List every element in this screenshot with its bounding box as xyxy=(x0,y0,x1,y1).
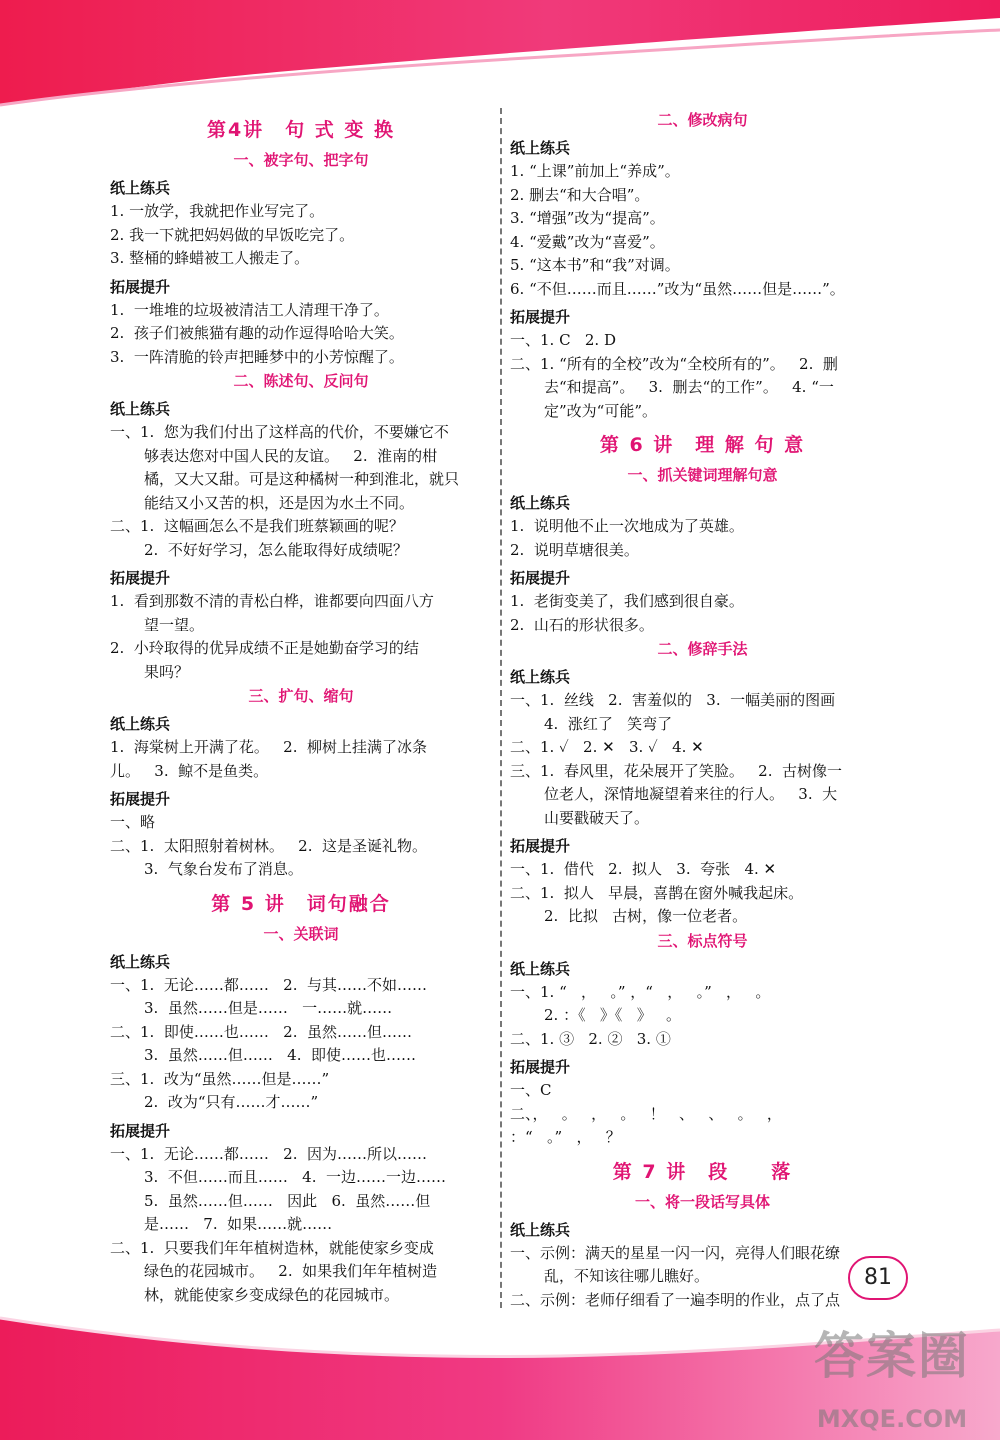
answer-line: 一、示例：满天的星星一闪一闪，亮得人们眼花缭 xyxy=(510,1243,841,1262)
subheading: 纸上练兵 xyxy=(110,952,171,971)
answer-line: 1. 说明他不止一次地成为了英雄。 xyxy=(510,517,744,535)
subheading: 纸上练兵 xyxy=(510,959,571,978)
answer-line: 一、1. 借代 2. 拟人 3. 夸张 4. ✕ xyxy=(510,860,777,878)
watermark-url: MXQE.COM xyxy=(816,1405,968,1433)
answer-line: 一、1. 无论……都…… 2. 与其……不如…… xyxy=(110,975,428,994)
answer-line: 定”改为“可能”。 xyxy=(544,401,658,420)
answer-line: 二、1. 拟人 早晨，喜鹊在窗外喊我起床。 xyxy=(510,883,804,902)
answer-line: 3. 整桶的蜂蜡被工人搬走了。 xyxy=(110,249,310,267)
answer-line: 二、1. “所有的全校”改为“全校所有的”。 2. 删 xyxy=(510,354,838,373)
subheading: 拓展提升 xyxy=(510,308,571,326)
answer-line: 2. 改为“只有……才……” xyxy=(144,1093,319,1111)
subheading: 纸上练兵 xyxy=(510,139,571,157)
section-heading: 三、标点符号 xyxy=(657,931,748,950)
answer-line: 4. “爱戴”改为“喜爱”。 xyxy=(510,232,665,251)
answer-line: 4. 涨红了 笑弯了 xyxy=(544,714,673,733)
answer-line: 2. 说明草塘很美。 xyxy=(510,540,639,559)
subheading: 纸上练兵 xyxy=(110,400,171,418)
answer-line: 2. 孩子们被熊猫有趣的动作逗得哈哈大笑。 xyxy=(110,324,404,342)
answer-line: 二、示例：老师仔细看了一遍李明的作业，点了点 xyxy=(510,1290,841,1309)
answer-line: 6. “不但……而且……”改为“虽然……但是……”。 xyxy=(510,279,845,298)
subheading: 拓展提升 xyxy=(510,1058,571,1076)
subheading: 纸上练兵 xyxy=(510,494,571,512)
answer-line: 能结又小又苦的枳，还是因为水土不同。 xyxy=(144,493,415,512)
watermark xyxy=(788,1306,996,1436)
subheading: 拓展提升 xyxy=(110,569,171,587)
answer-line: 2. ：《 》《 》 。 xyxy=(544,1006,681,1024)
lecture-title: 第4讲 句 式 变 换 xyxy=(206,119,396,141)
answer-line: 山要戳破天了。 xyxy=(544,808,650,827)
answer-line: 一、1. 丝线 2. 害羞似的 3. 一幅美丽的图画 xyxy=(510,691,836,709)
section-heading: 一、将一段话写具体 xyxy=(634,1192,770,1211)
top-decorative-band xyxy=(0,0,1000,110)
answer-line: 橘，又大又甜。可是这种橘树一种到淮北，就只 xyxy=(144,470,460,488)
answer-line: 够表达您对中国人民的友谊。 2. 淮南的柑 xyxy=(144,446,438,465)
subheading: 纸上练兵 xyxy=(110,179,171,197)
answer-line: 1. 海棠树上开满了花。 2. 柳树上挂满了冰条 xyxy=(110,738,428,756)
section-heading: 二、修辞手法 xyxy=(657,640,748,658)
answer-line: 2. 我一下就把妈妈做的早饭吃完了。 xyxy=(110,225,355,244)
answer-line: 2. 删去“和大合唱”。 xyxy=(510,185,650,204)
lecture-title: 第 7 讲 段 落 xyxy=(612,1160,793,1183)
subheading: 拓展提升 xyxy=(110,1121,171,1140)
section-heading: 一、关联词 xyxy=(263,924,339,943)
answer-line: 二、1. ③ 2. ② 3. ① xyxy=(510,1029,671,1048)
lecture-title: 第 5 讲 词句融合 xyxy=(211,892,391,915)
answer-line: 去“和提高”。 3. 删去“的工作”。 4. “一 xyxy=(544,378,834,396)
answer-line: 一、1. 无论……都…… 2. 因为……所以…… xyxy=(110,1144,428,1163)
section-heading: 一、被字句、把字句 xyxy=(233,151,369,169)
answer-line: 1. 一放学，我就把作业写完了。 xyxy=(110,202,325,220)
answer-line: 儿。 3. 鲸不是鱼类。 xyxy=(110,761,269,780)
subheading: 拓展提升 xyxy=(110,277,171,296)
subheading: 纸上练兵 xyxy=(510,1220,571,1239)
answer-line: 林，就能使家乡变成绿色的花园城市。 xyxy=(144,1285,400,1304)
left-column xyxy=(110,108,492,1307)
answer-line: 1. 看到那数不清的青松白桦，谁都要向四面八方 xyxy=(110,592,434,610)
answer-line: 一、1. 您为我们付出了这样高的代价，不要嫌它不 xyxy=(110,423,449,441)
answer-line: 二、1. 这幅画怎么不是我们班蔡颖画的呢？ xyxy=(110,517,404,535)
answer-line: 一、1. C 2. D xyxy=(510,331,616,349)
answer-line: 二、1. 即使……也…… 2. 虽然……但…… xyxy=(110,1022,413,1041)
answer-line: 2. 比拟 古树，像一位老者。 xyxy=(544,907,748,925)
subheading: 纸上练兵 xyxy=(110,715,171,733)
lecture-title: 第 6 讲 理 解 句 意 xyxy=(599,434,806,456)
answer-line: 二、1. 太阳照射着树林。 2. 这是圣诞礼物。 xyxy=(110,836,428,855)
answer-line: 3. 气象台发布了消息。 xyxy=(144,860,303,878)
section-heading: 二、陈述句、反问句 xyxy=(233,372,369,390)
answer-line: 2. 山石的形状很多。 xyxy=(510,615,654,634)
answer-line: 二、， 。 ， 。 ！ 、 、 。 ， xyxy=(510,1104,782,1123)
answer-line: 乱，不知该往哪儿瞧好。 xyxy=(544,1267,710,1285)
answer-line: 3. 虽然……但是…… 一……就…… xyxy=(144,999,393,1017)
answer-line: 3. 一阵清脆的铃声把睡梦中的小芳惊醒了。 xyxy=(110,347,404,366)
answer-line: 3. 不但……而且…… 4. 一边……一边…… xyxy=(144,1168,447,1186)
subheading: 拓展提升 xyxy=(510,569,571,587)
right-column xyxy=(510,108,895,1312)
answer-line: 果吗？ xyxy=(144,662,190,681)
answer-line: 一、略 xyxy=(110,813,156,831)
answer-line: 二、1. ✓ 2. ✕ 3. ✓ 4. ✕ xyxy=(510,738,704,756)
answer-line: 1. 老街变美了，我们感到很自豪。 xyxy=(510,592,744,610)
answer-line: 1. “上课”前加上“养成”。 xyxy=(510,162,680,180)
answer-line: 望一望。 xyxy=(144,615,205,634)
answer-line: 3. 虽然……但…… 4. 即使……也…… xyxy=(144,1046,417,1064)
answer-line: 三、1. 春风里，花朵展开了笑脸。 2. 古树像一 xyxy=(510,761,843,780)
answer-line: 3. “增强”改为“提高”。 xyxy=(510,209,665,227)
page-number: 81 xyxy=(848,1256,908,1300)
subheading: 拓展提升 xyxy=(510,837,571,855)
answer-line: 一、C xyxy=(510,1081,552,1099)
watermark-logo: 答案圈 xyxy=(814,1327,970,1385)
answer-line: 二、1. 只要我们年年植树造林，就能使家乡变成 xyxy=(110,1238,434,1257)
subheading: 拓展提升 xyxy=(110,790,171,808)
section-heading: 二、修改病句 xyxy=(657,111,748,129)
answer-line: 5. 虽然……但…… 因此 6. 虽然……但 xyxy=(144,1191,431,1210)
answer-line: 三、1. 改为“虽然……但是……” xyxy=(110,1069,330,1088)
answer-line: 2. 不好好学习，怎么能取得好成绩呢？ xyxy=(144,540,408,559)
answer-line: 位老人，深情地凝望着来往的行人。 3. 大 xyxy=(544,785,838,803)
answer-line: ：“ 。” ， ？ xyxy=(510,1128,621,1146)
answer-line: 5. “这本书”和“我”对调。 xyxy=(510,256,680,274)
column-divider xyxy=(500,108,502,1308)
answer-line: 绿色的花园城市。 2. 如果我们年年植树造 xyxy=(144,1262,438,1280)
answer-line: 1. 一堆堆的垃圾被清洁工人清理干净了。 xyxy=(110,300,389,319)
section-heading: 一、抓关键词理解句意 xyxy=(627,466,778,484)
subheading: 纸上练兵 xyxy=(510,668,571,686)
answer-line: 2. 小玲取得的优异成绩不正是她勤奋学习的结 xyxy=(110,639,419,657)
answer-line: 是…… 7. 如果……就…… xyxy=(144,1215,333,1233)
section-heading: 三、扩句、缩句 xyxy=(248,687,354,705)
answer-line: 一、1. “ ， 。” ，“ ， 。” ， 。 xyxy=(510,982,771,1001)
